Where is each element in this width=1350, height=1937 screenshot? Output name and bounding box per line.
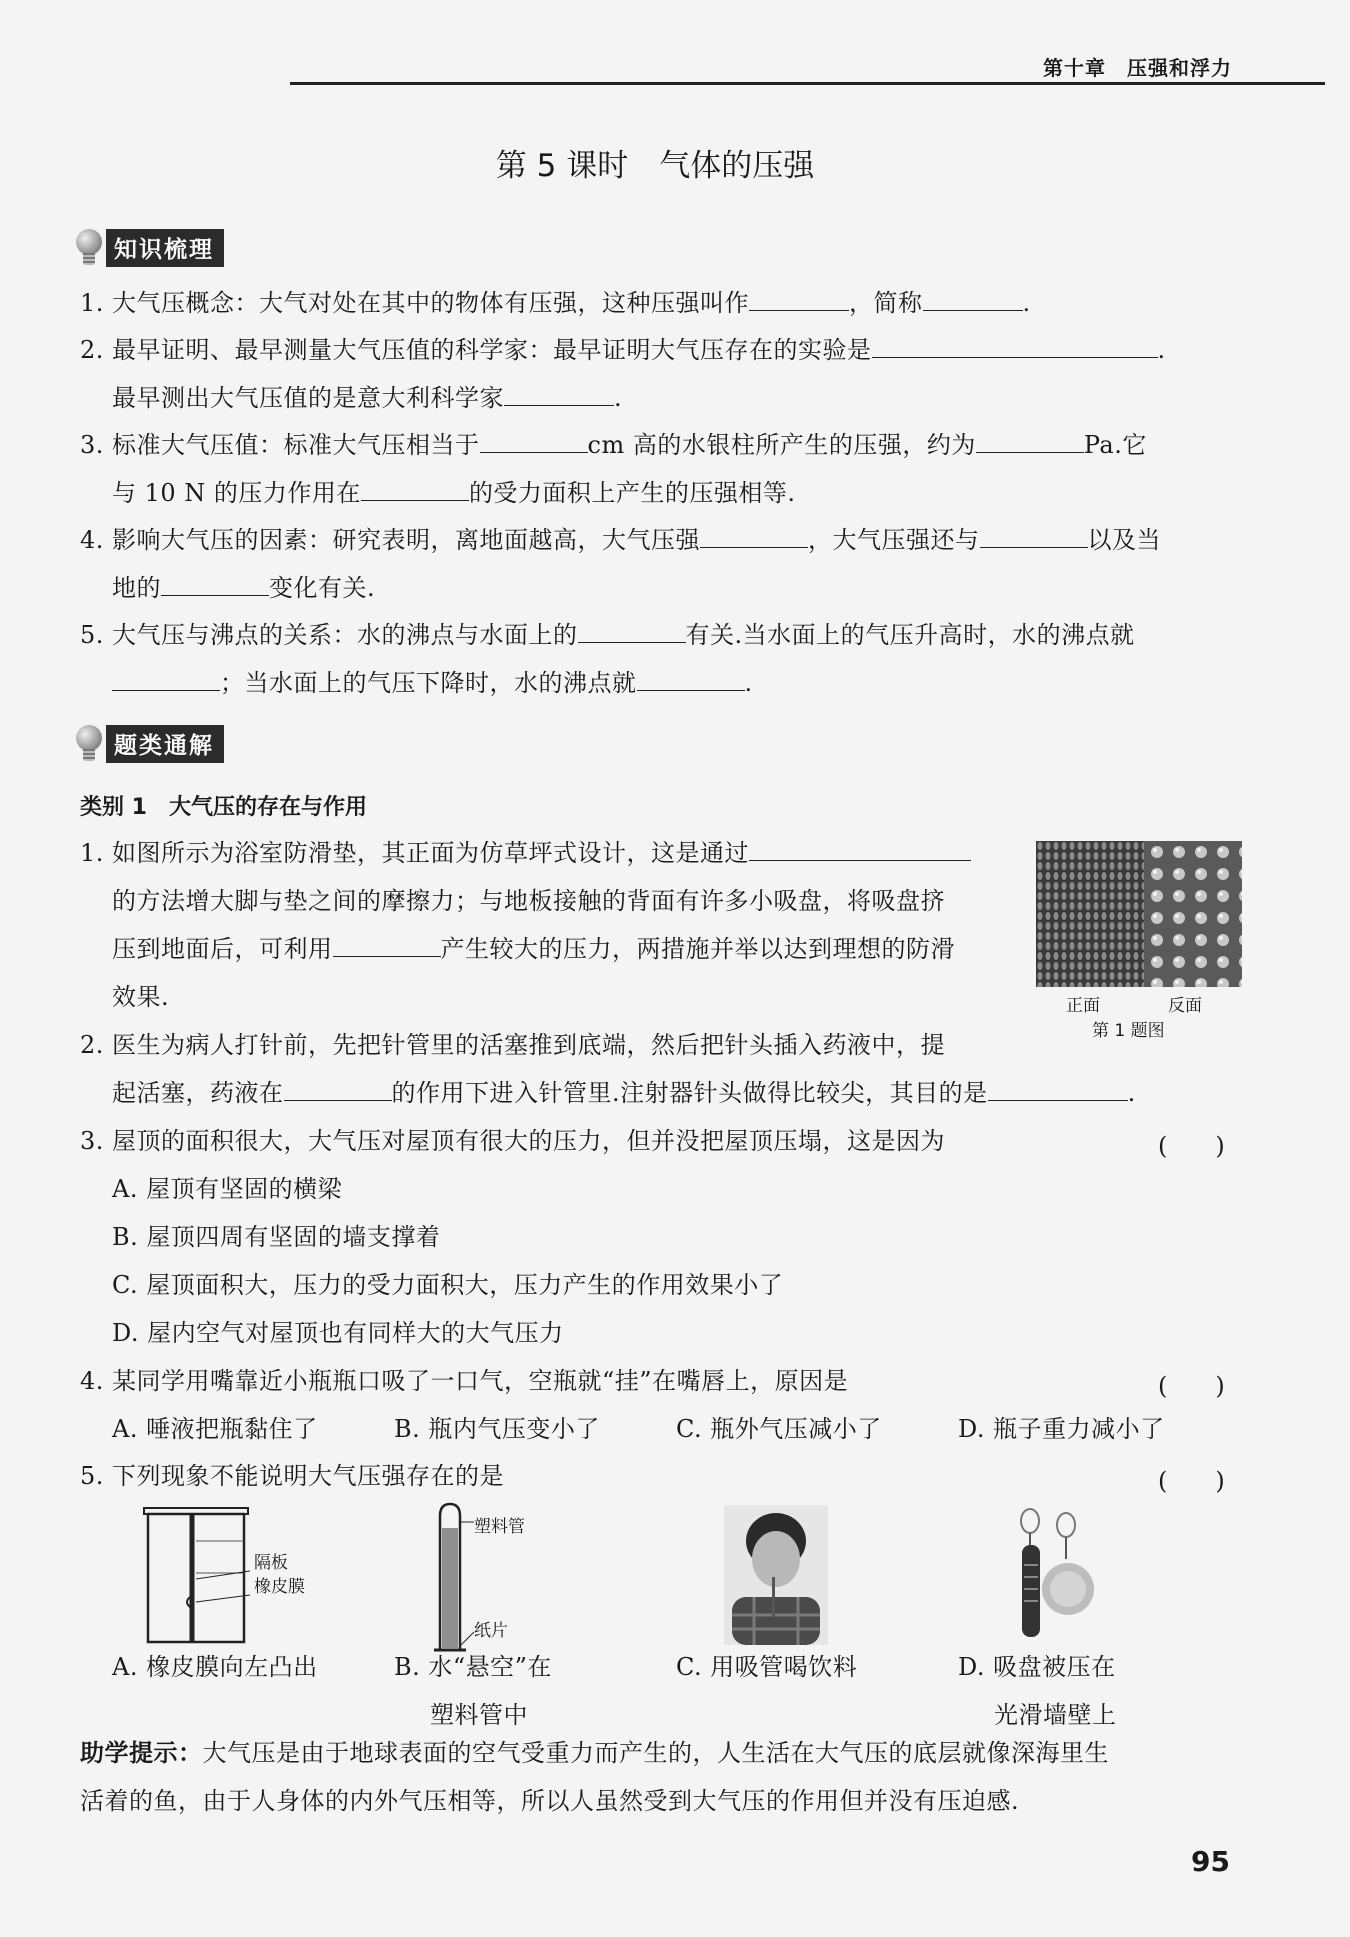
- category-heading: 类别 1 大气压的存在与作用: [80, 795, 367, 820]
- question-1-line-1: 1. 如图所示为浴室防滑垫，其正面为仿草坪式设计，这是通过: [80, 838, 971, 868]
- chapter-header: 第十章 压强和浮力: [1043, 56, 1232, 80]
- section-types-heading: [76, 724, 224, 764]
- section-label: 知识梳理: [106, 229, 224, 267]
- knowledge-item-3: 3. 标准大气压值：标准大气压相当于 cm 高的水银柱所产生的压强，约为 Pa.它: [80, 431, 1147, 459]
- study-hint: 助学提示：大气压是由于地球表面的空气受重力而产生的，人生活在大气压的底层就像深海里生: [80, 1739, 1109, 1767]
- question-5-stem: 5. 下列现象不能说明大气压强存在的是: [80, 1462, 505, 1490]
- option-b: B. 屋顶四周有坚固的墙支撑着: [112, 1223, 441, 1251]
- section-label: 题类通解: [106, 725, 224, 763]
- knowledge-item-5: 5. 大气压与沸点的关系：水的沸点与水面上的 有关.当水面上的气压升高时，水的沸点就: [80, 621, 1135, 649]
- question-2-line-2: 起活塞，药液在 的作用下进入针管里.注射器针头做得比较尖，其目的是 .: [112, 1079, 1136, 1107]
- answer-parentheses: ( ): [1158, 1467, 1225, 1495]
- label-partition: 隔板: [254, 1553, 288, 1573]
- option-c: C. 用吸管喝饮料: [676, 1653, 858, 1681]
- option-d: D. 瓶子重力减小了: [958, 1415, 1165, 1443]
- question-4-stem: 4. 某同学用嘴靠近小瓶瓶口吸了一口气，空瓶就“挂”在嘴唇上，原因是: [80, 1367, 849, 1395]
- knowledge-item-1: 1. 大气压概念：大气对处在其中的物体有压强，这种压强叫作 ，简称 .: [80, 289, 1031, 317]
- header-rule: [290, 82, 1325, 85]
- label-plastic-tube: 塑料管: [474, 1517, 525, 1537]
- question-3-stem: 3. 屋顶的面积很大，大气压对屋顶有很大的压力，但并没把屋顶压塌，这是因为: [80, 1127, 946, 1155]
- knowledge-item-2-cont: 最早测出大气压值的是意大利科学家 .: [112, 384, 623, 412]
- anti-slip-mat-photo: [1036, 841, 1242, 987]
- knowledge-item-4-cont: 地的 变化有关.: [112, 574, 376, 602]
- option-d-cont: 光滑墙壁上: [994, 1701, 1117, 1729]
- suction-cup-photo: [1004, 1505, 1104, 1645]
- photo-label-front: 正面: [1066, 996, 1100, 1016]
- option-a: A. 屋顶有坚固的横梁: [112, 1175, 343, 1203]
- question-1-line-3: 压到地面后，可利用 产生较大的压力，两措施并举以达到理想的防滑: [112, 935, 955, 963]
- label-paper: 纸片: [474, 1621, 508, 1641]
- option-b: B. 水“悬空”在: [394, 1653, 552, 1681]
- option-d: D. 吸盘被压在: [958, 1653, 1116, 1681]
- hint-label: 助学提示：: [80, 1739, 203, 1767]
- boy-drinking-photo: [724, 1505, 828, 1645]
- answer-parentheses: ( ): [1158, 1372, 1225, 1400]
- answer-parentheses: ( ): [1158, 1132, 1225, 1160]
- option-c: C. 瓶外气压减小了: [676, 1415, 882, 1443]
- container-partition-diagram: [140, 1505, 270, 1645]
- question-1-line-2: 的方法增大脚与垫之间的摩擦力；与地板接触的背面有许多小吸盘，将吸盘挤: [112, 887, 945, 915]
- option-b-cont: 塑料管中: [430, 1701, 528, 1729]
- option-b: B. 瓶内气压变小了: [394, 1415, 600, 1443]
- lightbulb-icon: [76, 229, 102, 267]
- option-a: A. 唾液把瓶黏住了: [112, 1415, 318, 1443]
- study-hint-cont: 活着的鱼，由于人身体的内外气压相等，所以人虽然受到大气压的作用但并没有压迫感.: [80, 1787, 1020, 1815]
- option-d: D. 屋内空气对屋顶也有同样大的大气压力: [112, 1319, 564, 1347]
- page-number: 95: [1191, 1845, 1230, 1878]
- question-1-line-4: 效果.: [112, 983, 170, 1011]
- lesson-title: 第 5 课时 气体的压强: [495, 148, 815, 184]
- knowledge-item-5-cont: ；当水面上的气压下降时，水的沸点就 .: [112, 668, 753, 698]
- section-knowledge-heading: [76, 228, 224, 268]
- figure-caption: 第 1 题图: [1092, 1021, 1165, 1041]
- knowledge-item-3-cont: 与 10 N 的压力作用在 的受力面积上产生的压强相等.: [112, 479, 796, 507]
- lightbulb-icon: [76, 725, 102, 763]
- knowledge-item-4: 4. 影响大气压的因素：研究表明，离地面越高，大气压强 ，大气压强还与 以及当: [80, 526, 1162, 554]
- question-2-line-1: 2. 医生为病人打针前，先把针管里的活塞推到底端，然后把针头插入药液中，提: [80, 1031, 946, 1059]
- photo-label-back: 反面: [1168, 996, 1202, 1016]
- label-membrane: 橡皮膜: [254, 1577, 305, 1597]
- option-a: A. 橡皮膜向左凸出: [112, 1653, 318, 1681]
- inverted-tube-diagram: [426, 1500, 476, 1652]
- option-c: C. 屋顶面积大，压力的受力面积大，压力产生的作用效果小了: [112, 1271, 784, 1299]
- knowledge-item-2: 2. 最早证明、最早测量大气压值的科学家：最早证明大气压存在的实验是 .: [80, 336, 1166, 364]
